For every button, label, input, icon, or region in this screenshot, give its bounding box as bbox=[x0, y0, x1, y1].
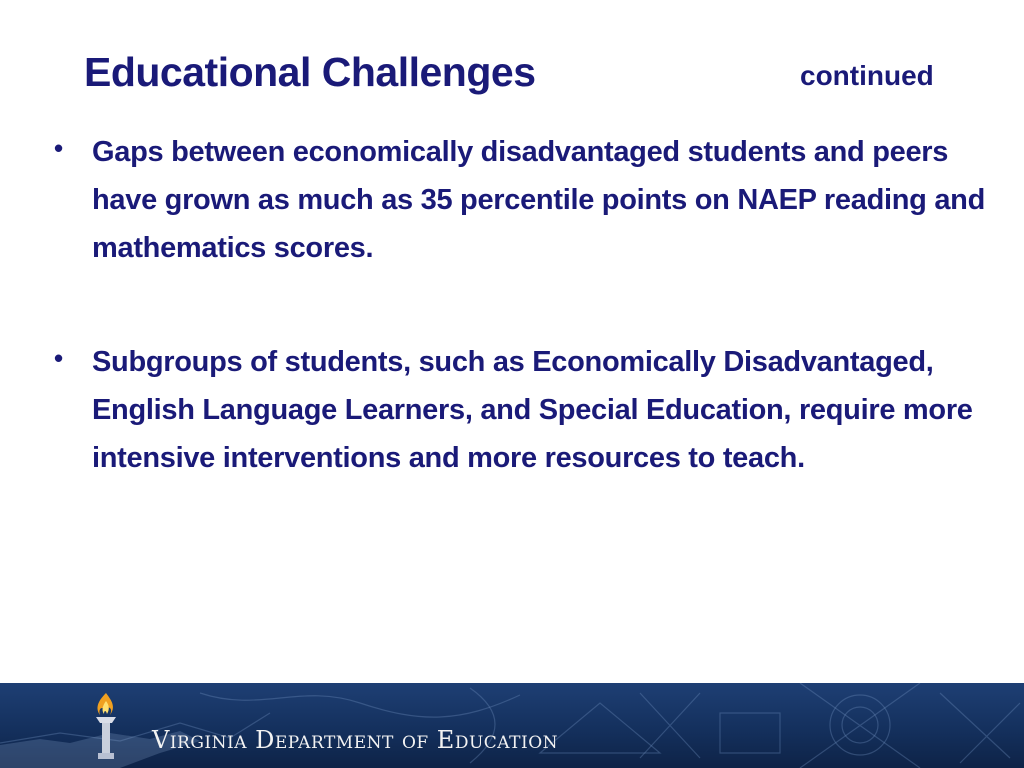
title-continued-label: continued bbox=[800, 60, 934, 91]
organization-name: Virginia Department of Education bbox=[152, 726, 559, 754]
slide-title: Educational Challenges bbox=[84, 49, 536, 95]
bullet-marker: • bbox=[54, 133, 63, 163]
torch-icon bbox=[86, 689, 126, 765]
bullet-list bbox=[44, 128, 1004, 482]
bullet-text: Subgroups of students, such as Economically Disadvantaged, English Language Learners, and Special Education, require more intensive interventions and more resources to teach. bbox=[92, 346, 973, 474]
bullet-marker: • bbox=[54, 343, 63, 373]
bullet-item bbox=[44, 338, 1004, 482]
footer-banner bbox=[0, 683, 1024, 768]
bullet-item bbox=[44, 128, 1004, 272]
bullet-text: Gaps between economically disadvantaged students and peers have grown as much as 35 percentile points on NAEP reading and mathematics scores. bbox=[92, 136, 985, 264]
